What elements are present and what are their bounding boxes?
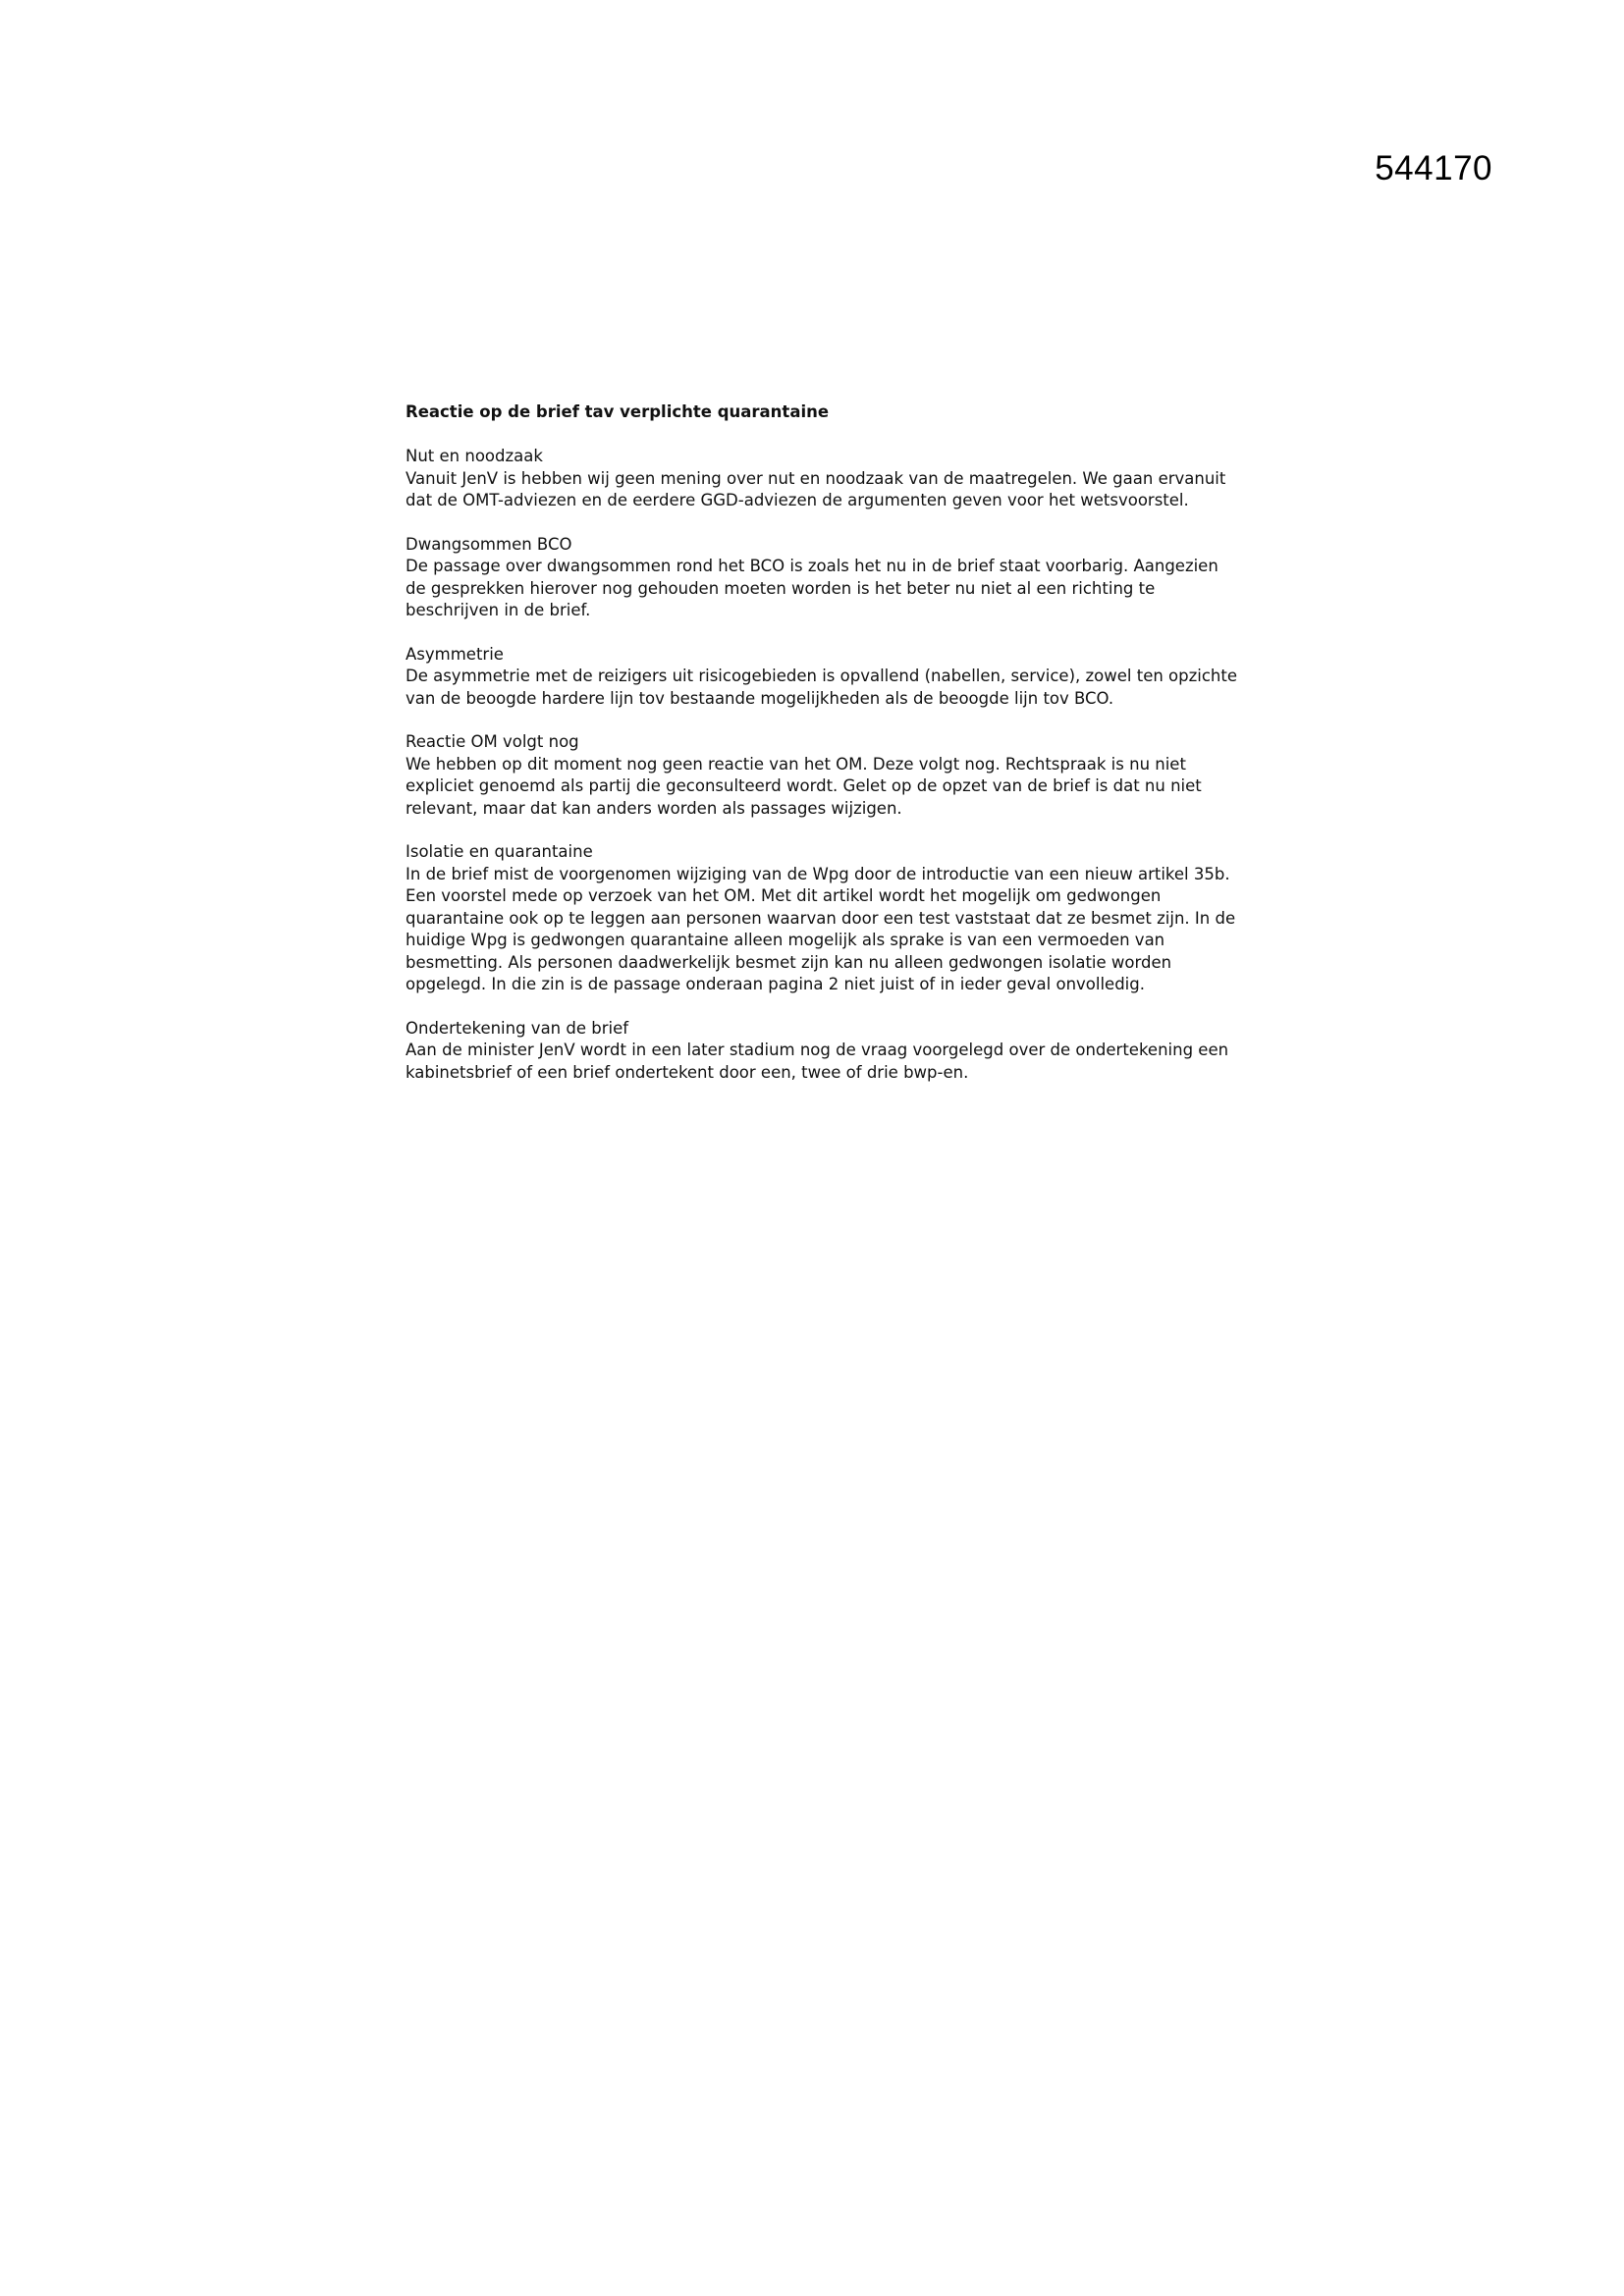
section-body: De asymmetrie met de reizigers uit risicogebieden is opvallend (nabellen, service), zowel ten opzichte van de beoogde hardere lijn tov bestaande mogelijkheden als de beoogde lijn tov BCO. bbox=[406, 667, 1238, 708]
section-ondertekening bbox=[406, 1018, 1240, 1085]
section-body: In de brief mist de voorgenomen wijziging van de Wpg door de introductie van een nieuw artikel 35b. Een voorstel mede op verzoek van het OM. Met dit artikel wordt het mogelijk om gedwongen quarantaine ook op te leggen aan personen waarvan door een test vaststaat dat ze besmet zijn. In de huidige Wpg is gedwongen quarantaine alleen mogelijk als sprake is van een vermoeden van besmetting. Als personen daadwerkelijk besmet zijn kan nu alleen gedwongen isolatie worden opgelegd. In die zin is de passage onderaan pagina 2 niet juist of in ieder geval onvolledig. bbox=[406, 864, 1236, 993]
section-body: De passage over dwangsommen rond het BCO is zoals het nu in de brief staat voorbarig. Aangezien de gesprekken hierover nog gehouden moeten worden is het beter nu niet al een richting te beschrijven in de brief. bbox=[406, 557, 1218, 619]
section-heading: Asymmetrie bbox=[406, 644, 504, 664]
section-heading: Reactie OM volgt nog bbox=[406, 732, 579, 751]
section-body: We hebben op dit moment nog geen reactie van het OM. Deze volgt nog. Rechtspraak is nu niet expliciet genoemd als partij die geconsulteerd wordt. Gelet op de opzet van de brief is dat nu niet relevant, maar dat kan anders worden als passages wijzigen. bbox=[406, 754, 1202, 818]
section-body: Vanuit JenV is hebben wij geen mening over nut en noodzaak van de maatregelen. We gaan ervanuit dat de OMT-adviezen en de eerdere GGD-adviezen de argumenten geven voor het wetsvoorstel. bbox=[406, 468, 1226, 509]
section-asymmetrie bbox=[406, 644, 1240, 711]
section-reactie-om bbox=[406, 731, 1240, 820]
section-heading: Nut en noodzaak bbox=[406, 447, 543, 465]
section-heading: Ondertekening van de brief bbox=[406, 1018, 629, 1038]
section-dwangsommen-bco bbox=[406, 534, 1240, 622]
section-body: Aan de minister JenV wordt in een later stadium nog de vraag voorgelegd over de ondertekening een kabinetsbrief of een brief ondertekent door een, twee of drie bwp-en. bbox=[406, 1041, 1229, 1082]
document-title: Reactie op de brief tav verplichte quarantaine bbox=[406, 402, 830, 421]
section-heading: Dwangsommen BCO bbox=[406, 534, 572, 554]
section-nut-en-noodzaak bbox=[406, 446, 1240, 512]
document-content bbox=[406, 400, 1240, 1105]
section-heading: Isolatie en quarantaine bbox=[406, 842, 593, 861]
document-number: 544170 bbox=[1375, 149, 1492, 187]
section-isolatie-en-quarantaine bbox=[406, 841, 1240, 996]
